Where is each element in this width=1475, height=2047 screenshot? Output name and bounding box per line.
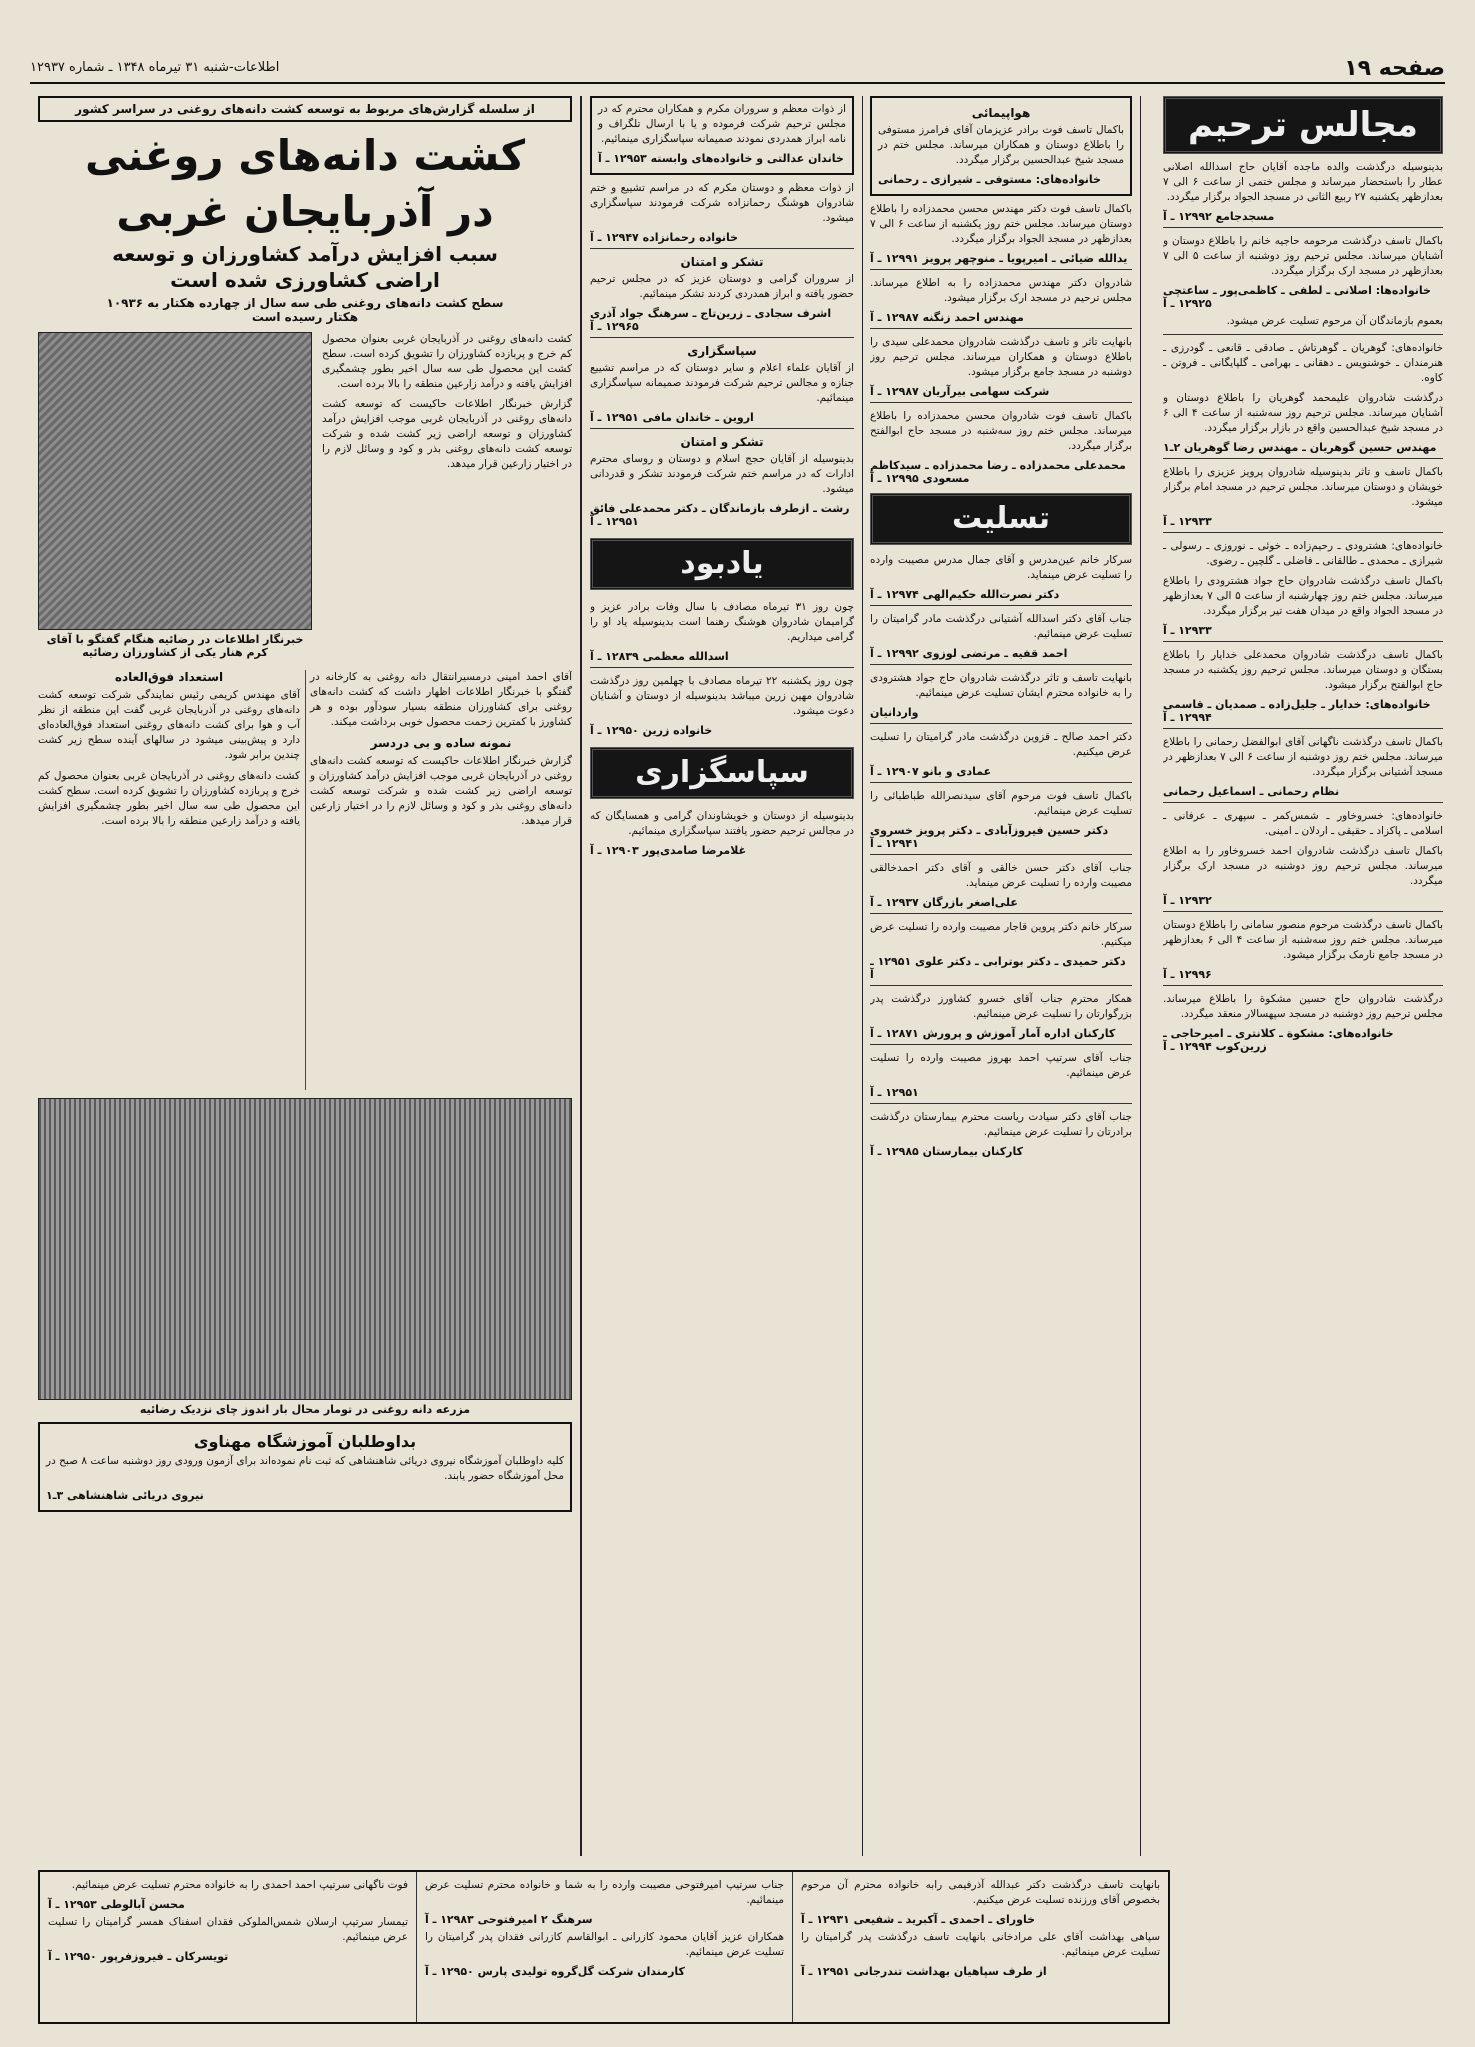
divider: [1163, 911, 1443, 912]
divider: [1163, 985, 1443, 986]
school-notice-title: بداوطلبان آموزشگاه مهناوی: [193, 1432, 417, 1451]
column-rule: [580, 96, 582, 1856]
obituary-signature: نظام رحمانی ـ اسماعیل رحمانی: [1163, 785, 1340, 798]
notice-signature: محسن آبالوطی ۱۲۹۵۳ ـ آ: [48, 1898, 185, 1911]
obituary-signature: ۱۲۹۳۳ ـ آ: [1163, 624, 1212, 637]
memorial-banner: یادبود: [590, 538, 854, 590]
notice-signature: از طرف سپاهیان بهداشت تندرجانی ۱۲۹۵۱ ـ آ: [801, 1965, 1047, 1978]
field-photo: [38, 1098, 572, 1400]
divider: [870, 269, 1132, 270]
photo-row: [38, 332, 572, 662]
divider: [870, 328, 1132, 329]
article-paragraph: گزارش خبرنگار اطلاعات حاکیست که توسعه کشت دانه‌های روغنی در آذربایجان غربی موجب افزایش درآمد کشاورزان و توسعه اراضی زیر کشت شده و شرکت توسعه کشت دانه‌های روغنی بذر و کود و وسائل لازم را در اختیار زارعین قرار میدهد.: [322, 398, 572, 470]
obituary-notice: باکمال تاسف درگذشت ناگهانی آقای ابوالفضل رحمانی را باطلاع میرساند. مجلس ختم روز دوشنبه از ساعت ۶ الی ۷ بعدازظهر در مسجد آشتیانی برگزار میگردد.: [1163, 736, 1443, 778]
notice-signature: خاندان عدالتی و خانواده‌های وابسته ۱۲۹۵۳ ـ آ: [598, 152, 844, 165]
notice-signature: علی‌اصغر بازرگان ۱۲۹۳۷ ـ آ: [870, 896, 1018, 909]
edition-line: اطلاعات-شنبه ۳۱ تیرماه ۱۳۴۸ ـ شماره ۱۲۹۳۷: [30, 60, 280, 75]
interview-photo: [38, 332, 312, 630]
notice-text: از ذوات معظم و سروران مکرم و همکاران محترم که در مجلس ترحیم شرکت فرموده و یا با ارسال تلگراف و نامه ابراز همدردی نمودند صمیمانه سپاسگزاری مینمائیم.: [598, 103, 846, 145]
notice-text: سپاهی بهداشت آقای علی مرادخانی بانهایت تاسف درگذشت پدر گرامیتان را تسلیت عرض مینمائیم.: [801, 1931, 1160, 1958]
article-paragraph: آقای احمد امینی درمسیرانتقال دانه روغنی به کارخانه در گفتگو با خبرنگار اطلاعات اظهار داشت که کشت دانه‌های روغنی برای کشاورزان منطقه بسیار سودآور بوده و هر کشاورز با کمترین زحمت محصول خوبی برداشت میکند.: [310, 671, 572, 728]
obituary-notice: باکمال تاسف درگذشت مرحومه حاجیه خانم را باطلاع دوستان و آشنایان میرساند. مجلس ترحیم روز دوشنبه از ساعت ۵ الی ۷ بعدازظهر در مسجد ارک برگزار میگردد.: [1163, 235, 1443, 277]
notice-signature: عمادی و بانو ۱۲۹۰۷ ـ آ: [870, 765, 992, 778]
notice-text: جناب آقای سرتیپ احمد بهروز مصیبت وارده را تسلیت عرض مینمائیم.: [870, 1052, 1132, 1079]
notice-signature: دکتر نصرت‌الله حکیم‌الهی ۱۲۹۷۴ ـ آ: [870, 588, 1060, 601]
obituary-notice: باکمال تاسف درگذشت شادروان حاج جواد هشترودی را باطلاع میرساند. مجلس ختم روز چهارشنبه از ساعت ۵ الی ۷ بعدازظهر در مسجد الجواد واقع در میدان هفت تیر برگزار میگردد.: [1163, 575, 1443, 617]
bottom-condolence-box: [38, 1870, 1170, 2024]
photo-1-caption: خبرنگار اطلاعات در رضائیه هنگام گفتگو با آقای کرم هنار یکی از کشاورزان رضائیه: [46, 633, 304, 659]
divider: [590, 248, 854, 249]
divider: [870, 723, 1132, 724]
divider: [1163, 458, 1443, 459]
notice-text: از سروران گرامی و دوستان عزیز که در مجلس ترحیم حضور یافته و ابراز همدردی کردند تشکر مینمائیم.: [590, 273, 854, 300]
notice-signature: خاورای ـ احمدی ـ آکبرید ـ شفیعی ۱۲۹۳۱ ـ آ: [801, 1913, 1036, 1926]
notice-text: فوت ناگهانی سرتیپ احمد احمدی را به خانواده محترم تسلیت عرض مینمائیم.: [71, 1879, 408, 1891]
divider: [1163, 641, 1443, 642]
divider: [870, 913, 1132, 914]
obituary-signature: خانواده‌های: خدایار ـ جلیل‌زاده ـ صمدیان ـ قاسمی ۱۲۹۹۴ ـ آ: [1163, 698, 1431, 724]
notice-text: جناب سرتیپ امیرفتوحی مصیبت وارده را به شما و خانواده محترم تسلیت عرض مینمائیم.: [425, 1879, 784, 1906]
condolence-banner: تسلیت: [870, 493, 1132, 545]
notice-text: چون روز یکشنبه ۲۲ تیرماه مصادف با چهلمین روز درگذشت شادروان مهین زرین میباشد بدینوسیله از دوستان و آشنایان دعوت میشود.: [590, 675, 854, 717]
lede: سطح کشت دانه‌های روغنی طی سه سال از چهارده هکتار به ۱۰۹۳۶ هکتار رسیده است: [106, 296, 504, 324]
obituary-notice: باکمال تاسف درگذشت مرحوم منصور سامانی را باطلاع دوستان میرساند. مجلس ختم روز سه‌شنبه از ساعت ۴ الی ۶ بعدازظهر در مسجد جامع نارمک برگزار میشود.: [1163, 919, 1443, 961]
obituary-notice: خانواده‌های: گوهریان ـ گوهرتاش ـ صادقی ـ قانعی ـ گودرزی ـ هنرمندان ـ خوشنویس ـ دهقانی ـ بهرامی ـ گلپایگانی ـ فروتن ـ کاوه.: [1163, 342, 1443, 384]
notice-text: بانهایت تاسف درگذشت دکتر عبدالله آذرفیمی رابه خانواده محترم آن مرحوم بخصوص آقای ورزنده تسلیت عرض میکنیم.: [801, 1879, 1160, 1906]
column-rule: [862, 96, 863, 1856]
notice-signature: دکتر حمیدی ـ دکتر بوترابی ـ دکتر علوی ۱۲۹۵۱ ـ آ: [870, 955, 1126, 981]
obituary-signature: مسجدجامع ۱۲۹۹۲ ـ آ: [1163, 210, 1275, 223]
notice-signature: یدالله ضیائی ـ امیرپویا ـ منوچهر پرویز ۱۲۹۹۱ ـ آ: [870, 252, 1128, 265]
obituary-notice: باکمال تاسف و تاثر بدینوسیله شادروان پرویز عزیزی را باطلاع خویشان و دوستان میرساند. مجلس ترحیم در مسجد امام برگزار میشود.: [1163, 466, 1443, 508]
condolence-column: [870, 96, 1132, 1856]
notice-text: باکمال تاسف فوت شادروان محسن محمدزاده را باطلاع میرساند. مجلس ختم روز سه‌شنبه در مسجد حاج ابوالفتح برگزار میگردد.: [870, 410, 1132, 452]
notice-signature: شرکت سهامی بیرآریان ۱۲۹۸۷ ـ آ: [870, 385, 1050, 398]
notice-signature: غلامرضا صامدی‌پور ۱۲۹۰۳ ـ آ: [590, 844, 747, 857]
notice-signature: احمد قفیه ـ مرتضی لوزوی ۱۲۹۹۲ ـ آ: [870, 647, 1068, 660]
notice-signature: اروین ـ خاندان مافی ۱۲۹۵۱ ـ آ: [590, 411, 754, 424]
divider: [1163, 227, 1443, 228]
subheadline-line-2: اراضی کشاورزی شده است: [170, 268, 440, 292]
obituary-signature: ۱۲۹۹۶ ـ آ: [1163, 968, 1212, 981]
article-paragraph: آقای مهندس کریمی رئیس نمایندگی شرکت توسعه کشت دانه‌های روغنی در آذربایجان غربی گفت این منطقه از نظر آب و هوا برای کشت دانه‌های روغنی استعداد فوق‌العاده‌ای دارد و پیش‌بینی میشود در سالهای آینده سطح زیر کشت چندین برابر شود.: [38, 689, 300, 761]
divider: [870, 402, 1132, 403]
series-line: از سلسله گزارش‌های مربوط به توسعه کشت دانه‌های روغنی در سراسر کشور: [75, 102, 535, 116]
article-subheading: استعداد فوق‌العاده: [114, 670, 224, 684]
notice-signature: محمدعلی محمدزاده ـ رضا محمدزاده ـ سیدکاظم مسعودی ۱۲۹۹۵ ـ آ: [870, 459, 1126, 485]
article-subheading: نمونه ساده و بی دردسر: [370, 736, 512, 750]
notice-text: از آقایان علماء اعلام و سایر دوستان که در مراسم تشییع جنازه و مجالس ترحیم شرکت فرمودند صمیمانه سپاسگزاری مینمائیم.: [590, 362, 854, 404]
divider: [1163, 802, 1443, 803]
notice-text: سرکار خانم دکتر پروین قاجار مصیبت وارده را تسلیت عرض میکنیم.: [870, 921, 1132, 948]
bottom-grid: [40, 1872, 1168, 2022]
page-number: صفحه ۱۹: [1344, 56, 1445, 81]
divider: [590, 337, 854, 338]
notice-text: بانهایت تاسف و تاثر درگذشت شادروان حاج جواد هشترودی را به خانواده محترم ایشان تسلیت عرض مینمائیم.: [870, 672, 1132, 699]
school-notice-box: [38, 1422, 572, 1512]
divider: [870, 782, 1132, 783]
divider: [870, 605, 1132, 606]
notice-signature: تویسرکان ـ فیروزفرپور ۱۲۹۵۰ ـ آ: [48, 1950, 229, 1963]
obituary-signature: خانواده‌های: مشکوة ـ کلانتری ـ امیرحاجی ـ زرین‌کوب ۱۲۹۹۴ ـ آ: [1163, 1027, 1394, 1053]
column-rule: [1140, 96, 1141, 1856]
notice-text: دکتر احمد صالح ـ قزوین درگذشت مادر گرامیتان را تسلیت عرض میکنیم.: [870, 731, 1132, 758]
headline-line-2: در آذربایجان غربی: [116, 187, 494, 236]
notice-text: شادروان دکتر مهندس محمدزاده را به اطلاع میرساند. مجلس ترحیم در مسجد ارک برگزار میشود.: [870, 277, 1132, 304]
notice-signature: اسدالله معظمی ۱۲۸۳۹ ـ آ: [590, 650, 729, 663]
divider: [870, 1103, 1132, 1104]
notice-heading: سپاسگزاری: [687, 344, 757, 358]
obituary-notice: خانواده‌های: خسروخاور ـ شمس‌کمر ـ سپهری ـ عرفانی ـ اسلامی ـ پاکزاد ـ حقیقی ـ اردلان ـ امینی.: [1163, 810, 1443, 837]
notice-text: جناب آقای دکتر حسن خالقی و آقای دکتر احمدخالقی مصیبت وارده را تسلیت عرض مینماید.: [870, 862, 1132, 889]
notice-text: باکمال تاسف فوت مرحوم آقای سیدنصرالله طباطبائی را تسلیت عرض مینمائیم.: [870, 790, 1132, 817]
bottom-cell: [40, 1872, 416, 2022]
notice-signature: کارمندان شرکت گل‌گروه تولیدی پارس ۱۲۹۵۰ ـ آ: [425, 1965, 685, 1978]
notice-text: تیمسار سرتیپ ارسلان شمس‌الملوکی فقدان اسفناک همسر گرامیتان را تسلیت عرض مینمائیم.: [48, 1916, 408, 1943]
notice-text: جناب آقای دکتر اسدالله آشتیانی درگذشت مادر گرامیتان را تسلیت عرض مینمائیم.: [870, 613, 1132, 640]
series-line-box: [38, 96, 572, 122]
obituary-signature: ۱۲۹۳۳ ـ آ: [1163, 515, 1212, 528]
notice-heading: تشکر و امتنان: [680, 255, 764, 269]
subheadline-line-1: سبب افزایش درآمد کشاورزان و توسعه: [112, 242, 498, 266]
headline-line-1: کشت دانه‌های روغنی: [84, 131, 526, 180]
divider: [1163, 334, 1443, 335]
obituary-notice: بعموم بازماندگان آن مرحوم تسلیت عرض میشود.: [1226, 315, 1443, 327]
notice-text: چون روز ۳۱ تیرماه مصادف با سال وفات برادر عزیز و گرامیمان شادروان هوشنگ رهنما است بدینوسیله یاد او را گرامی میداریم.: [590, 601, 854, 643]
obituary-column: [1163, 96, 1443, 1856]
notice-text: همکار محترم جناب آقای خسرو کشاورز درگذشت پدر بزرگوارتان را تسلیت عرض مینمائیم.: [870, 993, 1132, 1020]
obituary-notice: درگذشت شادروان حاج حسین مشکوة را باطلاع میرساند. مجلس ترحیم روز دوشنبه در مسجد سپهسالار منعقد میگردد.: [1163, 993, 1443, 1020]
obituary-signature: ۱۲۹۳۲ ـ آ: [1163, 894, 1212, 907]
obituary-signature: مهندس حسین گوهریان ـ مهندس رضا گوهریان ۲ـ۱: [1163, 441, 1437, 454]
notice-heading: تشکر و امتنان: [680, 435, 764, 449]
box-heading: هواپیمائی: [971, 106, 1031, 120]
divider: [590, 667, 854, 668]
notice-signature: خانواده رحمانزاده ۱۲۹۴۷ ـ آ: [590, 231, 739, 244]
notice-signature: مهندس احمد زنگنه ۱۲۹۸۷ ـ آ: [870, 311, 1024, 324]
page-header: [30, 52, 1445, 84]
divider: [870, 854, 1132, 855]
divider: [870, 985, 1132, 986]
divider: [870, 664, 1132, 665]
notice-signature: کارکنان اداره آمار آموزش و پرورش ۱۲۸۷۱ ـ آ: [870, 1027, 1116, 1040]
article-paragraph: کشت دانه‌های روغنی در آذربایجان غربی بعنوان محصول کم خرج و پربازده کشاورزان را تشویق کرده است. سطح کشت این محصول طی سه سال اخیر بطور چشمگیری افزایش یافته و درآمد زارعین منطقه را بالا برده است.: [322, 333, 572, 390]
notice-signature: اشرف سجادی ـ زرین‌تاج ـ سرهنگ جواد آذری ۱۲۹۶۵ ـ آ: [590, 307, 832, 333]
obituary-banner: مجالس ترحیم: [1163, 96, 1443, 154]
notice-text: همکاران عزیز آقایان محمود کازرانی ـ ابوالقاسم کازرانی فقدان پدر گرامیتان را تسلیت عرض مینمائیم.: [425, 1931, 784, 1958]
photo-1-block: [38, 332, 312, 662]
divider: [870, 1044, 1132, 1045]
notice-signature: واردانیان: [870, 706, 919, 719]
notice-text: بدینوسیله از دوستان و خویشاوندان گرامی و همسایگان که در مجالس ترحیم حضور یافتند سپاسگزاری مینمائیم.: [590, 810, 854, 837]
article-body: [38, 670, 572, 1090]
airline-notice-box: [870, 96, 1132, 196]
gratitude-column: [590, 96, 854, 1856]
photo-2-caption: مزرعه دانه روغنی در تومار محال بار اندوز چای نزدیک رضائیه: [139, 1403, 471, 1416]
divider: [1163, 532, 1443, 533]
divider: [1163, 728, 1443, 729]
notice-signature: رشت ـ ازطرف بازماندگان ـ دکتر محمدعلی فائق ۱۲۹۵۱ ـ آ: [590, 502, 850, 528]
notice-text: سرکار خانم عین‌مدرس و آقای جمال مدرس مصیبت وارده را تسلیت عرض مینماید.: [870, 554, 1132, 581]
school-notice-signature: نیروی دریائی شاهنشاهی ۳ـ۱: [46, 1489, 204, 1502]
notice-signature: خانواده زرین ۱۲۹۵۰ ـ آ: [590, 724, 713, 737]
divider: [590, 428, 854, 429]
gratitude-box: [590, 96, 854, 175]
bottom-cell: [416, 1872, 792, 2022]
school-notice-text: کلیه داوطلبان آموزشگاه نیروی دریائی شاهنشاهی که ثبت نام نموده‌اند برای آزمون ورودی روز دوشنبه ساعت ۸ صبح در محل آموزشگاه حضور یابند.: [46, 1455, 564, 1482]
notice-signature: کارکنان بیمارستان ۱۲۹۸۵ ـ آ: [870, 1145, 1023, 1158]
obituary-notice: باکمال تاسف درگذشت شادروان محمدعلی خدایار را باطلاع بستگان و دوستان میرساند. مجلس ترحیم روز یکشنبه در مسجد حاج ابوالفتح برگزار میشود.: [1163, 649, 1443, 691]
notice-text: بدینوسیله از آقایان حجج اسلام و دوستان و روسای محترم ادارات که در مراسم ختم شرکت فرمودند تشکر و قدردانی میشود.: [590, 453, 854, 495]
notice-text: باکمال تاسف فوت دکتر مهندس محسن محمدزاده را باطلاع دوستان میرساند. مجلس ختم روز یکشنبه از ساعت ۶ الی ۷ بعدازظهر در مسجد الجواد برگزار میگردد.: [870, 203, 1132, 245]
obituary-notice: بدینوسیله درگذشت والده ماجده آقایان حاج اسدالله اصلانی عطار را باستحضار میرساند و مجلس ختمی از ساعت ۶ الی ۷ بعدازظهر یکشنبه ۲۷ ربیع الثانی در مسجد الجواد برگزار میگردد.: [1163, 161, 1443, 203]
notice-signature: خانواده‌های: مستوفی ـ شیرازی ـ رحمانی: [878, 173, 1101, 186]
notice-signature: ۱۲۹۵۱ ـ آ: [870, 1086, 919, 1099]
notice-signature: سرهنگ ۲ امیرفتوحی ۱۲۹۸۳ ـ آ: [425, 1913, 593, 1926]
obituary-notice: باکمال تاسف درگذشت شادروان احمد خسروخاور را به اطلاع میرساند. مجلس ترحیم روز دوشنبه در مسجد ارک برگزار میگردد.: [1163, 845, 1443, 887]
notice-text: بانهایت تاثر و تاسف درگذشت شادروان محمدعلی سیدی را باطلاع دوستان و همکاران میرساند. مجلس ترحیم روز دوشنبه در مسجد جامع برگزار میشود.: [870, 336, 1132, 378]
notice-text: جناب آقای دکتر سیادت ریاست محترم بیمارستان درگذشت برادرتان را تسلیت عرض مینمائیم.: [870, 1111, 1132, 1138]
obituary-signature: خانواده‌ها: اصلانی ـ لطفی ـ کاظمی‌پور ـ ساعتچی ۱۲۹۲۵ ـ آ: [1163, 284, 1431, 310]
notice-signature: دکتر حسین فیروزآبادی ـ دکتر پرویز خسروی ۱۲۹۴۱ ـ آ: [870, 824, 1109, 850]
article-paragraph: کشت دانه‌های روغنی در آذربایجان غربی بعنوان محصول کم خرج و پربازده کشاورزان را تشویق کرده است. سطح کشت این محصول طی سه سال اخیر بطور چشمگیری افزایش یافته و درآمد زارعین منطقه را بالا برده است.: [38, 770, 300, 827]
article-lead-text: [322, 332, 572, 662]
obituary-notice: خانواده‌های: هشترودی ـ رحیم‌زاده ـ خوئی ـ نوروزی ـ رسولی ـ شیرازی ـ محمدی ـ طالقانی ـ فاضلی ـ گلچین ـ رضوی.: [1163, 540, 1443, 567]
notice-text: از ذوات معظم و دوستان مکرم که در مراسم تشییع و ختم شادروان هوشنگ رحمانزاده شرکت فرمودند سپاسگزاری میشود.: [590, 182, 854, 224]
gratitude-banner: سپاسگزاری: [590, 747, 854, 799]
article-paragraph: گزارش خبرنگار اطلاعات حاکیست که توسعه کشت دانه‌های روغنی در آذربایجان غربی موجب افزایش درآمد کشاورزان و توسعه اراضی زیر کشت شده و شرکت توسعه کشت دانه‌های روغنی بذر و کود و وسائل لازم را در اختیار زارعین قرار میدهد.: [310, 755, 572, 827]
feature-article: [38, 96, 572, 1856]
obituary-notice: درگذشت شادروان علیمحمد گوهریان را باطلاع دوستان و آشنایان میرساند. مجلس ترحیم روز سه‌شنبه از ساعت ۴ الی ۶ در مسجد شیخ عبدالحسین واقع در بازار برگزار میگردد.: [1163, 392, 1443, 434]
notice-text: باکمال تاسف فوت برادر عزیزمان آقای فرامرز مستوفی را باطلاع دوستان و همکاران میرساند. مجلس ختم در مسجد شیخ عبدالحسین برگزار میگردد.: [878, 124, 1124, 166]
bottom-cell: [792, 1872, 1168, 2022]
